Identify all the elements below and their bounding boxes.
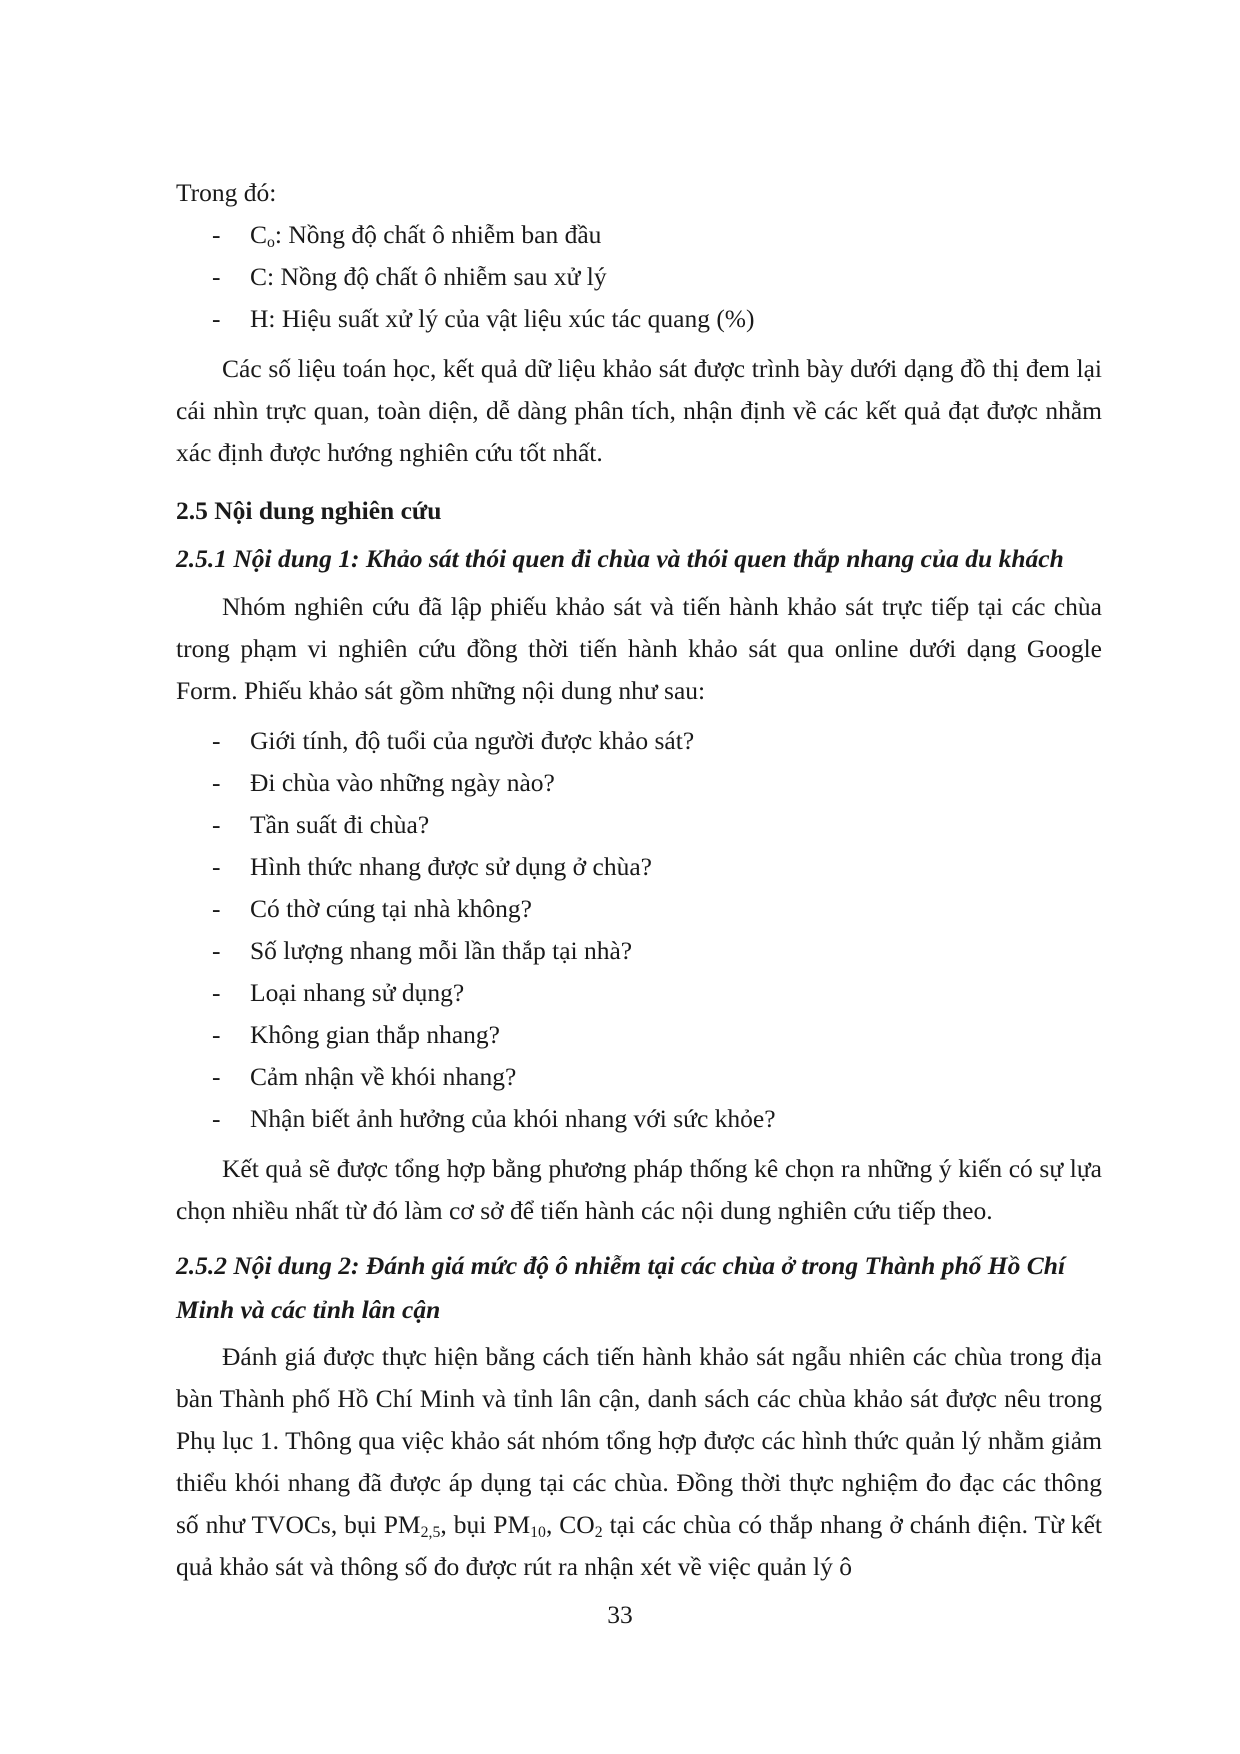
- survey-question: Hình thức nhang được sử dụng ở chùa?: [250, 852, 652, 881]
- variable-item-c: [176, 256, 1102, 298]
- variable-item-h: [176, 298, 1102, 340]
- variable-description: : Nồng độ chất ô nhiễm ban đầu: [274, 220, 602, 249]
- variable-description: : Nồng độ chất ô nhiễm sau xử lý: [267, 262, 607, 291]
- survey-question: Tần suất đi chùa?: [250, 810, 430, 839]
- list-item: [176, 930, 1102, 972]
- list-dash: -: [212, 1062, 221, 1091]
- list-dash: -: [212, 894, 221, 923]
- survey-question: Đi chùa vào những ngày nào?: [250, 768, 555, 797]
- list-dash: -: [212, 1104, 221, 1133]
- list-item: [176, 1014, 1102, 1056]
- subsection-2-heading-line1: 2.5.2 Nội dung 2: Đánh giá mức độ ô nhiễm tại các chùa ở trong Thành phố Hồ Chí: [176, 1251, 1066, 1280]
- pm25-subscript: 2,5: [420, 1523, 441, 1541]
- survey-question: Có thờ cúng tại nhà không?: [250, 894, 532, 923]
- survey-question: Không gian thắp nhang?: [250, 1020, 500, 1049]
- list-item: [176, 846, 1102, 888]
- subsection-1-heading: 2.5.1 Nội dung 1: Khảo sát thói quen đi chùa và thói quen thắp nhang của du khách: [176, 544, 1064, 573]
- survey-question-list: [176, 720, 1102, 1140]
- list-item: [176, 1098, 1102, 1140]
- list-dash: -: [212, 978, 221, 1007]
- list-dash: -: [212, 262, 221, 291]
- paragraph-text: , bụi PM: [440, 1510, 531, 1539]
- list-dash: -: [212, 768, 221, 797]
- paragraph-statistics: Kết quả sẽ được tổng hợp bằng phương pháp thống kê chọn ra những ý kiến có sự lựa chọn nhiều nhất từ đó làm cơ sở để tiến hành các nội dung nghiên cứu tiếp theo.: [176, 1154, 1102, 1225]
- paragraph-text: , CO: [545, 1510, 595, 1539]
- list-item: [176, 762, 1102, 804]
- list-item: [176, 888, 1102, 930]
- page-number: 33: [607, 1600, 633, 1629]
- survey-question: Nhận biết ảnh hưởng của khói nhang với sức khỏe?: [250, 1104, 776, 1133]
- list-dash: -: [212, 852, 221, 881]
- variable-description: : Hiệu suất xử lý của vật liệu xúc tác quang (%): [268, 304, 755, 333]
- paragraph-text: Đánh giá được thực hiện bằng cách tiến hành khảo sát ngẫu nhiên các chùa trong địa bàn Thành phố Hồ Chí Minh và tỉnh lân cận, danh sách các chùa khảo sát được nêu trong Phụ lục 1. Thông qua việc khảo sát nhóm tổng hợp được các hình thức quản lý nhằm giảm thiểu khói nhang đã được áp dụng tại các chùa. Đồng thời thực nghiệm đo đạc các thông số như TVOCs, bụi PM: [176, 1342, 1102, 1539]
- co2-subscript: 2: [594, 1523, 603, 1541]
- list-dash: -: [212, 1020, 221, 1049]
- variable-item-co: [176, 214, 1102, 256]
- variable-symbol: H: [250, 304, 269, 333]
- paragraph-pollution-assessment: [176, 1336, 1102, 1588]
- paragraph-survey-method: Nhóm nghiên cứu đã lập phiếu khảo sát và tiến hành khảo sát trực tiếp tại các chùa trong phạm vi nghiên cứu đồng thời tiến hành khảo sát qua online dưới dạng Google Form. Phiếu khảo sát gồm những nội dung như sau:: [176, 592, 1102, 705]
- list-item: [176, 720, 1102, 762]
- variable-symbol: C: [250, 262, 268, 291]
- pm10-subscript: 10: [530, 1523, 546, 1541]
- survey-question: Giới tính, độ tuổi của người được khảo sát?: [250, 726, 695, 755]
- list-item: [176, 972, 1102, 1014]
- list-item: [176, 1056, 1102, 1098]
- paragraph-data-presentation: Các số liệu toán học, kết quả dữ liệu khảo sát được trình bày dưới dạng đồ thị đem lại cái nhìn trực quan, toàn diện, dễ dàng phân tích, nhận định về các kết quả đạt được nhằm xác định được hướng nghiên cứu tốt nhất.: [176, 354, 1102, 467]
- intro-label: Trong đó:: [176, 178, 277, 207]
- page-body: [176, 172, 1102, 1588]
- list-dash: -: [212, 304, 221, 333]
- survey-question: Cảm nhận về khói nhang?: [250, 1062, 517, 1091]
- list-dash: -: [212, 220, 221, 249]
- variable-list: [176, 214, 1102, 340]
- paragraph-text: tại các chùa có thắp nhang ở chánh điện. Từ kết quả khảo sát và thông số đo được rút ra nhận xét về việc quản lý ô: [176, 1510, 1102, 1581]
- list-dash: -: [212, 726, 221, 755]
- list-dash: -: [212, 810, 221, 839]
- list-dash: -: [212, 936, 221, 965]
- survey-question: Loại nhang sử dụng?: [250, 978, 465, 1007]
- subsection-2-heading-line2: Minh và các tỉnh lân cận: [176, 1295, 441, 1324]
- subsection-2-heading: [176, 1244, 1102, 1332]
- survey-question: Số lượng nhang mỗi lần thắp tại nhà?: [250, 936, 633, 965]
- section-heading: 2.5 Nội dung nghiên cứu: [176, 496, 442, 525]
- variable-subscript: o: [267, 233, 275, 251]
- list-item: [176, 804, 1102, 846]
- variable-symbol: C: [250, 220, 268, 249]
